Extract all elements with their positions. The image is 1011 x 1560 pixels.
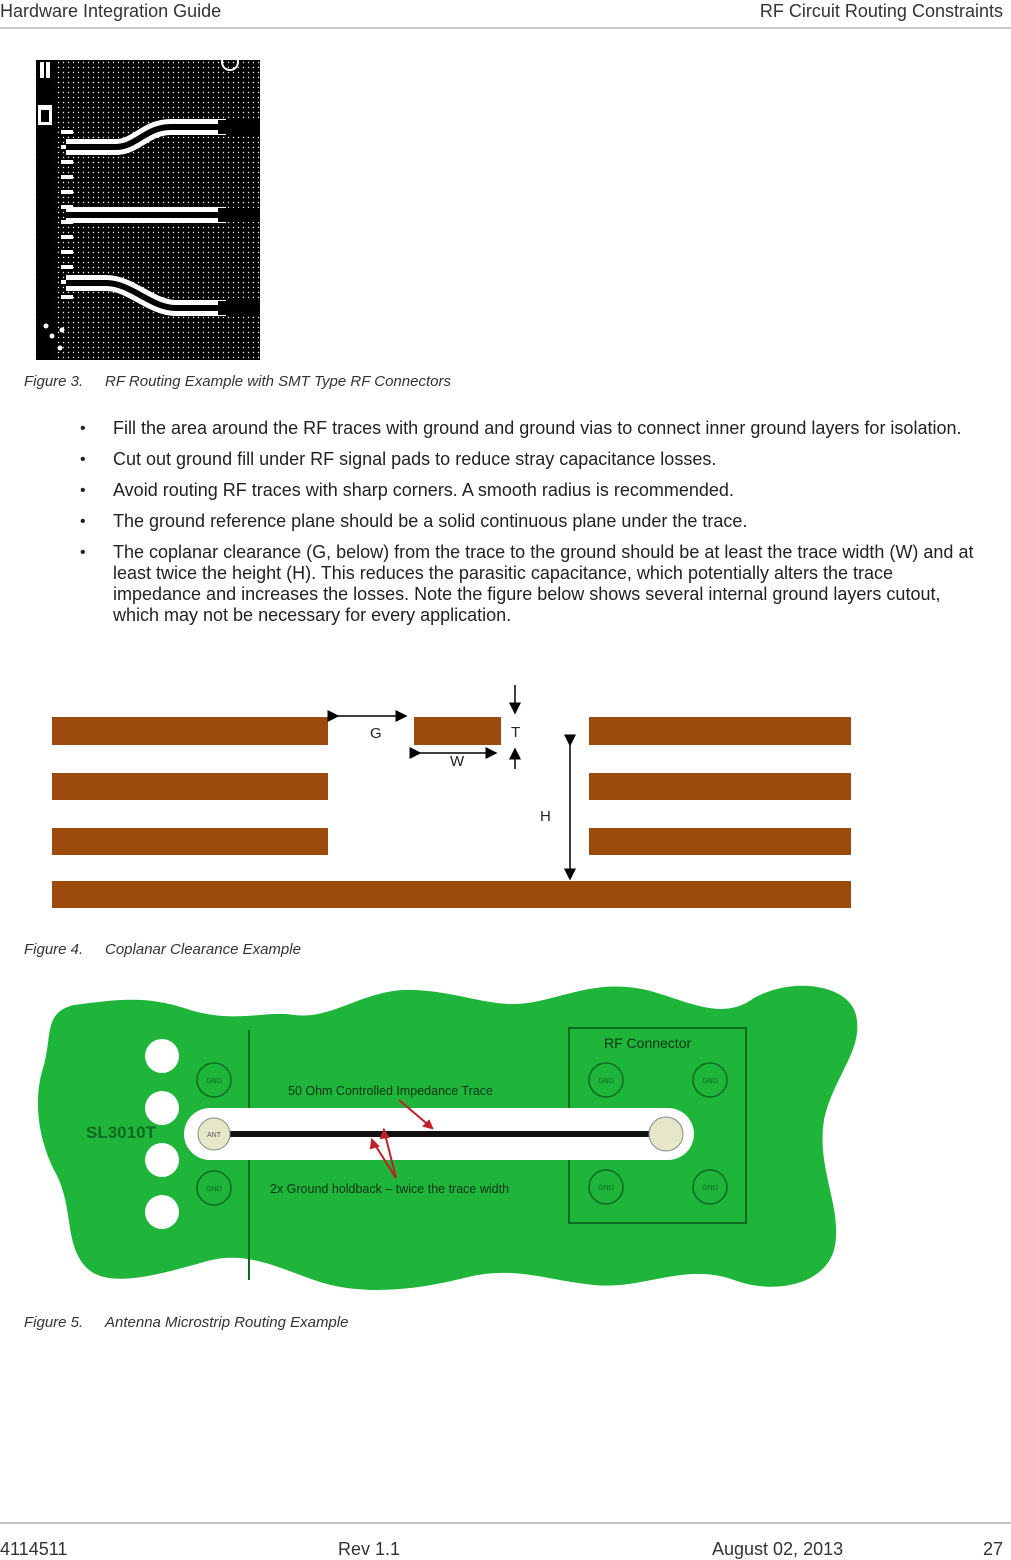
label-t: T (511, 724, 521, 741)
figure-5-number: Figure 5. (24, 1314, 84, 1331)
trace-label: 50 Ohm Controlled Impedance Trace (288, 1084, 493, 1098)
figure-4-caption (24, 941, 301, 958)
list-item: • Avoid routing RF traces with sharp corners. A smooth radius is recommended. (80, 480, 985, 501)
footer-doc-number: 4114511 (0, 1539, 68, 1559)
figure-3-pcb-routing-image (36, 60, 262, 360)
gnd-label: GND (206, 1078, 222, 1085)
list-item: • The ground reference plane should be a solid continuous plane under the trace. (80, 511, 985, 532)
figure-4-coplanar-diagram (48, 683, 856, 913)
rf-trace (414, 717, 501, 745)
module-label: SL3010T (86, 1123, 156, 1142)
figure-5-title: Antenna Microstrip Routing Example (105, 1314, 349, 1331)
footer-page-number: 27 (982, 1539, 1003, 1559)
label-w: W (450, 753, 465, 770)
rf-connector-label: RF Connector (604, 1035, 692, 1051)
gnd-label: GND (702, 1078, 718, 1085)
figure-3-caption (24, 373, 451, 390)
gnd-label: GND (598, 1078, 614, 1085)
list-item: • Fill the area around the RF traces with ground and ground vias to connect inner ground layers for isolation. (80, 418, 985, 439)
header-guide-title: Hardware Integration Guide (0, 1, 222, 21)
figure-3-number: Figure 3. (24, 373, 84, 390)
ant-label: ANT (207, 1132, 221, 1139)
figure-3-title: RF Routing Example with SMT Type RF Connectors (105, 373, 451, 390)
gnd-label: GND (598, 1185, 614, 1192)
ground-layers (52, 717, 851, 908)
list-item: • Cut out ground fill under RF signal pads to reduce stray capacitance losses. (80, 449, 985, 470)
routing-guidelines-list (80, 418, 985, 636)
list-item: • The coplanar clearance (G, below) from the trace to the ground should be at least the trace width (W) and at least twice the height (H). This reduces the parasitic capacitance, which potentially alters the trace impedance and increases the losses. Note the figure below shows several internal ground layers cutout, which may not be necessary for every application. (80, 542, 985, 626)
page-header (0, 0, 1011, 29)
footer-revision: Rev 1.1 (338, 1539, 401, 1559)
footer-date: August 02, 2013 (712, 1539, 844, 1559)
label-h: H (540, 808, 551, 825)
figure-5-microstrip-image (34, 980, 864, 1300)
gnd-label: GND (206, 1186, 222, 1193)
figure-5-caption (24, 1314, 348, 1331)
header-section-title: RF Circuit Routing Constraints (759, 1, 1003, 21)
holdback-label: 2x Ground holdback – twice the trace width (270, 1182, 510, 1196)
figure-4-number: Figure 4. (24, 941, 84, 958)
page-footer (0, 1522, 1011, 1560)
gnd-label: GND (702, 1185, 718, 1192)
label-g: G (370, 725, 382, 742)
figure-4-title: Coplanar Clearance Example (105, 941, 301, 958)
